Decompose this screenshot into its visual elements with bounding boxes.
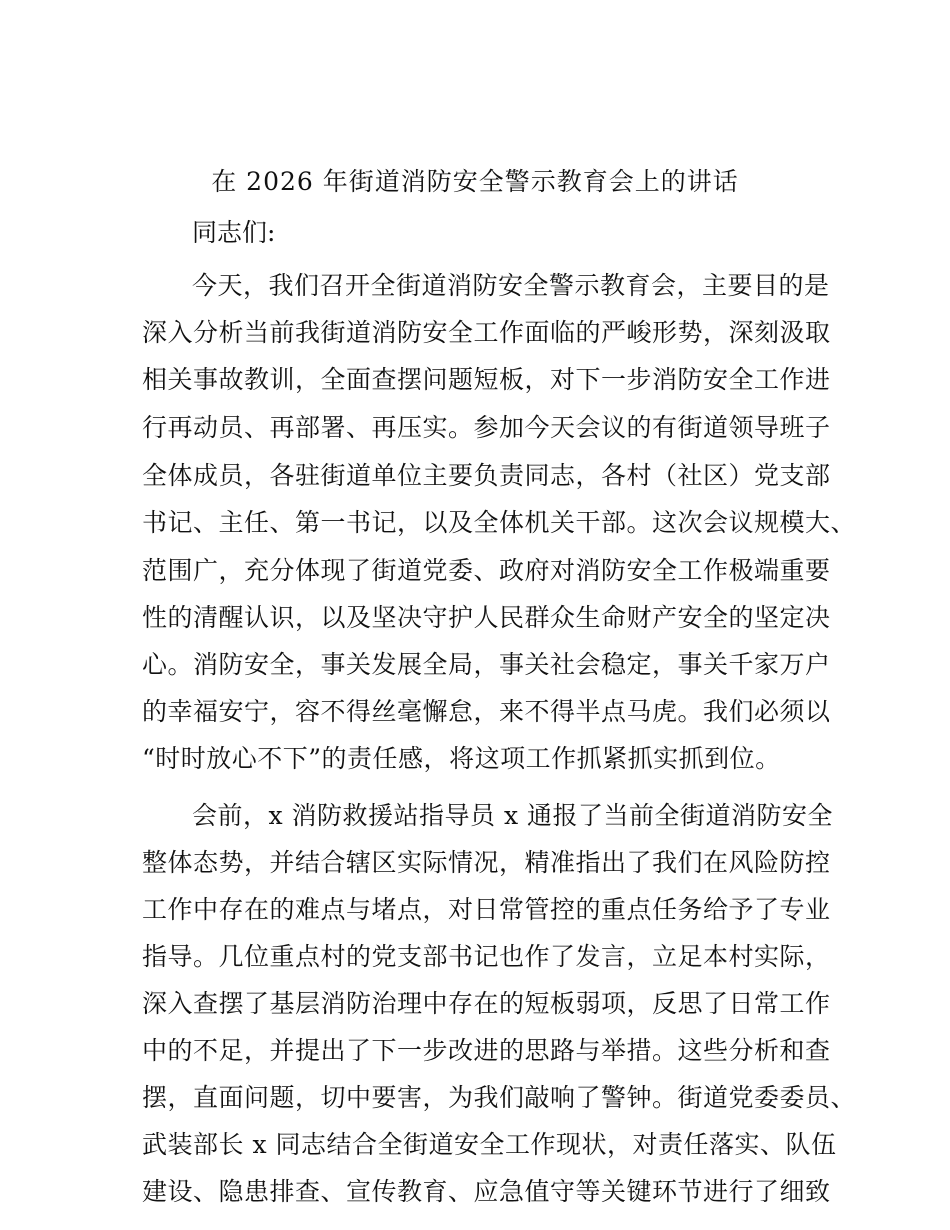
paragraph-2-line-9: 建设、隐患排查、宣传教育、应急值守等关键环节进行了细致 — [142, 1177, 831, 1206]
paragraph-2-line-6: 中的不足，并提出了下一步改进的思路与举措。这些分析和查 — [142, 1036, 831, 1065]
paragraph-1-line-8: 性的清醒认识，以及坚决守护人民群众生命财产安全的坚定决 — [142, 603, 831, 632]
paragraph-2-line-7: 摆，直面问题，切中要害，为我们敲响了警钟。街道党委委员、 — [142, 1083, 857, 1112]
paragraph-2-line-4: 指导。几位重点村的党支部书记也作了发言，立足本村实际， — [142, 942, 831, 971]
paragraph-1-line-11: “时时放心不下”的责任感，将这项工作抓紧抓实抓到位。 — [142, 744, 781, 773]
paragraph-1-line-5: 全体成员，各驻街道单位主要负责同志，各村（社区）党支部 — [142, 461, 831, 490]
paragraph-1-line-2: 深入分析当前我街道消防安全工作面临的严峻形势，深刻汲取 — [142, 318, 831, 347]
document-title: 在 2026 年街道消防安全警示教育会上的讲话 — [211, 167, 739, 196]
paragraph-1-line-6: 书记、主任、第一书记，以及全体机关干部。这次会议规模大、 — [142, 508, 857, 537]
paragraph-2-line-5: 深入查摆了基层消防治理中存在的短板弱项，反思了日常工作 — [142, 989, 831, 1018]
paragraph-1-line-4: 行再动员、再部署、再压实。参加今天会议的有街道领导班子 — [142, 413, 831, 442]
paragraph-1-line-9: 心。消防安全，事关发展全局，事关社会稳定，事关千家万户 — [142, 650, 831, 679]
salutation: 同志们: — [192, 218, 276, 247]
paragraph-2-line-8: 武装部长 x 同志结合全街道安全工作现状，对责任落实、队伍 — [142, 1130, 837, 1159]
paragraph-1-line-1: 今天，我们召开全街道消防安全警示教育会，主要目的是 — [192, 271, 830, 300]
paragraph-2-line-2: 整体态势，并结合辖区实际情况，精准指出了我们在风险防控 — [142, 848, 831, 877]
paragraph-2-line-1: 会前，x 消防救援站指导员 x 通报了当前全街道消防安全 — [192, 801, 834, 830]
paragraph-2-line-3: 工作中存在的难点与堵点，对日常管控的重点任务给予了专业 — [142, 895, 831, 924]
paragraph-1-line-7: 范围广，充分体现了街道党委、政府对消防安全工作极端重要 — [142, 556, 831, 585]
paragraph-1-line-10: 的幸福安宁，容不得丝毫懈怠，来不得半点马虎。我们必须以 — [142, 697, 831, 726]
paragraph-1-line-3: 相关事故教训，全面查摆问题短板，对下一步消防安全工作进 — [142, 365, 831, 394]
